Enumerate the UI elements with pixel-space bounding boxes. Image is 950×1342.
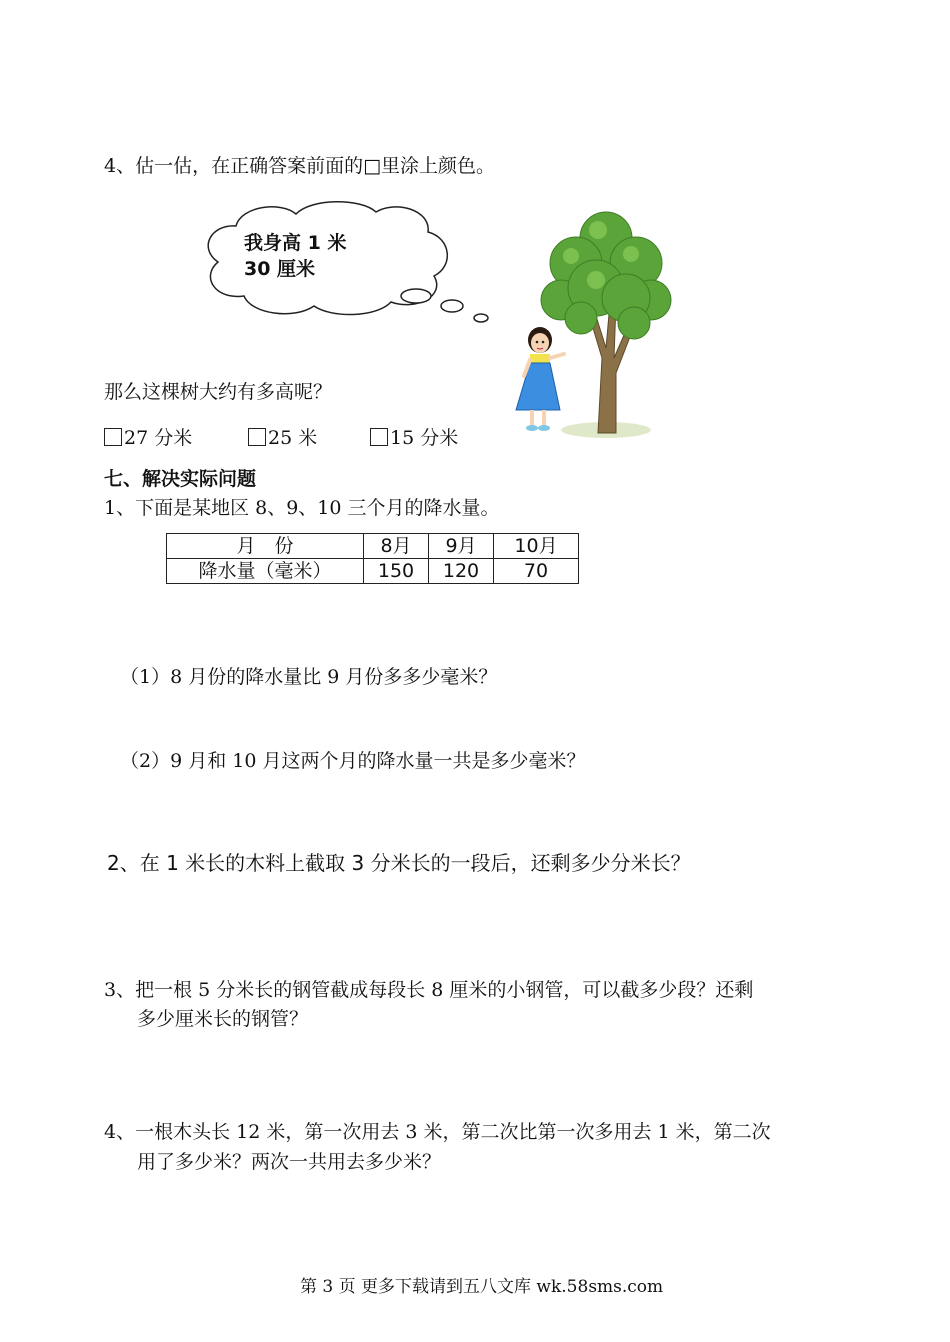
problem-1-sub-1: （1）8 月份的降水量比 9 月份多多少毫米？: [120, 666, 498, 688]
table-cell: 月 份: [167, 534, 364, 559]
thought-bubble-icon: [196, 196, 496, 326]
problem-4-line-2: 用了多少米？两次一共用去多少米？: [137, 1151, 442, 1173]
rainfall-table: [166, 533, 579, 584]
table-cell: 70: [494, 559, 579, 584]
page-footer: 第 3 页 更多下载请到五八文库 wk.58sms.com: [300, 1277, 664, 1297]
table-row: [167, 559, 579, 584]
table-cell: 150: [364, 559, 429, 584]
problem-1-text: 1、下面是某地区 8、9、10 三个月的降水量。: [104, 497, 500, 519]
checkbox-icon[interactable]: [104, 428, 122, 446]
table-cell: 降水量（毫米）: [167, 559, 364, 584]
section-title: 七、解决实际问题: [104, 468, 257, 490]
option-1-label: 27 分米: [124, 427, 193, 449]
q4-question: 那么这棵树大约有多高呢？: [104, 381, 333, 403]
option-2-label: 25 米: [268, 427, 318, 449]
table-row: [167, 534, 579, 559]
problem-3-line-2: 多少厘米长的钢管？: [137, 1008, 309, 1030]
problem-3-line-1: 3、把一根 5 分米长的钢管截成每段长 8 厘米的小钢管，可以截多少段？还剩: [104, 979, 754, 1001]
checkbox-icon[interactable]: [248, 428, 266, 446]
table-cell: 10月: [494, 534, 579, 559]
option-3-label: 15 分米: [390, 427, 459, 449]
problem-4-line-1: 4、一根木头长 12 米，第一次用去 3 米，第二次比第一次多用去 1 米，第二次: [104, 1121, 771, 1143]
option-3[interactable]: [370, 425, 458, 451]
table-cell: 120: [429, 559, 494, 584]
bubble-line-2: 30 厘米: [244, 258, 316, 280]
girl-illustration: [510, 318, 580, 436]
problem-2: 2、在 1 米长的木料上截取 3 分米长的一段后，还剩多少分米长？: [107, 851, 691, 875]
option-2[interactable]: [248, 425, 317, 451]
q4-title: 4、估一估，在正确答案前面的□里涂上颜色。: [104, 155, 496, 177]
problem-1-sub-2: （2）9 月和 10 月这两个月的降水量一共是多少毫米？: [120, 750, 586, 772]
bubble-line-1: 我身高 1 米: [244, 232, 347, 254]
table-cell: 8月: [364, 534, 429, 559]
option-1[interactable]: [104, 425, 192, 451]
table-cell: 9月: [429, 534, 494, 559]
checkbox-icon[interactable]: [370, 428, 388, 446]
